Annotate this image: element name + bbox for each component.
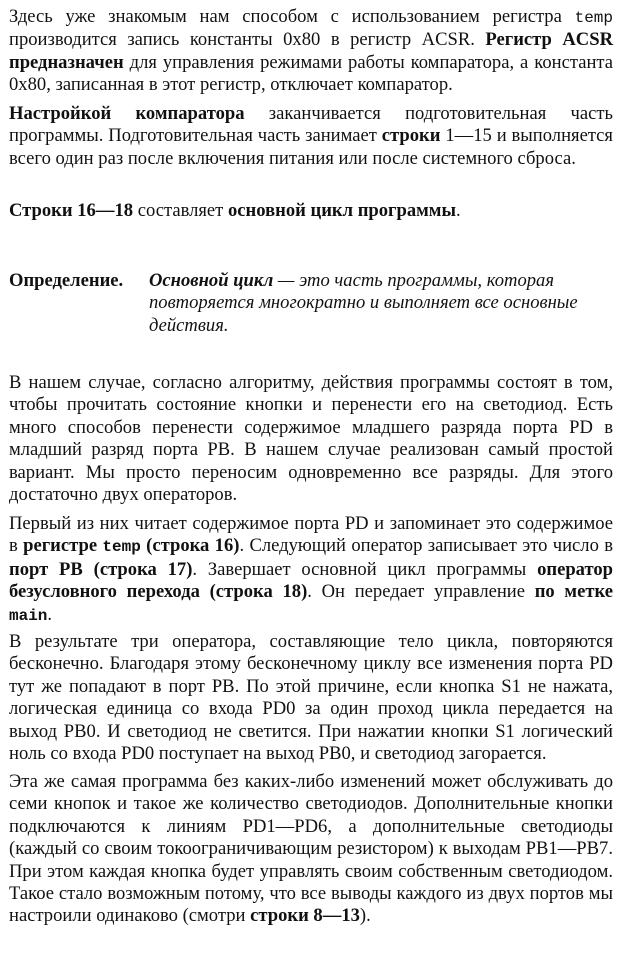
bold-text: по метке: [534, 581, 613, 603]
text: .: [455, 200, 461, 221]
paragraph-operators: [9, 513, 613, 627]
paragraph-comparator-setup: [9, 103, 613, 170]
definition-body: [149, 270, 613, 337]
definition-term: Основной цикл: [149, 270, 274, 291]
text: 1—15 и выполняется всего один раз после включения питания или после системного сброса.: [9, 125, 613, 169]
bold-text: основной цикл программы: [227, 200, 456, 221]
bold-text: Строки 16—18: [9, 200, 134, 221]
bold-text: строки: [381, 125, 441, 147]
bold-text: (строка 16): [140, 535, 240, 557]
text: производится запись константы 0x80 в регистр ACSR.: [9, 29, 486, 51]
paragraph-acsr: [9, 6, 613, 97]
text: . Завершает основной цикл программы: [192, 558, 538, 580]
paragraph-algorithm: [9, 372, 613, 506]
paragraph-extension: [9, 771, 613, 928]
bold-text: строки 8—13: [250, 905, 360, 927]
bold-text: Настройкой компаратора: [9, 103, 245, 124]
text: заканчивается подготовительная часть программы. Подготовительная часть занимает: [9, 103, 613, 147]
text: В результате три оператора, составляющие тело цикла, повторяются бесконечно. Благодаря этому бесконечному циклу все изменения порта PD тут же попадают в порт PB. По этой причине, если кнопка S1 не нажата, логическая единица со входа PD0 за один проход цикла передается на выход PB0. И светодиод не светится. При нажатии кнопки S1 логический ноль со входа PD0 поступает на выход PB0, и светодиод загорается.: [9, 631, 613, 765]
definition-text: — это часть программы, которая повторяется многократно и выполняет все основные действия.: [149, 270, 578, 336]
text: .: [47, 603, 53, 625]
bold-text: оператор безусловного перехода (строка 18): [9, 558, 614, 603]
text: . Следующий оператор записывает это число в: [239, 535, 613, 557]
text: ).: [359, 905, 371, 927]
text: . Он передает управление: [307, 581, 535, 603]
bold-text: порт PB (строка 17): [9, 558, 193, 580]
code-main: main: [9, 606, 48, 625]
text: для управления режимами работы компаратора, а константа 0x80, записанная в этот регистр, отключает компаратор.: [9, 51, 613, 96]
text: составляет: [133, 200, 228, 221]
bold-text: Регистр ACSR предназначен: [9, 29, 614, 73]
bold-text: регистре: [23, 535, 103, 557]
text: В нашем случае, согласно алгоритму, действия программы состоят в том, чтобы прочитать состояние кнопки и перенести его на светодиод. Есть много способов перенести содержимое младшего разряда порта PD в младший разряд порта PB. В нашем случае реализован самый простой вариант. Мы просто переносим одновременно все разряды. Для этого достаточно двух операторов.: [9, 372, 613, 506]
code-temp: temp: [574, 9, 613, 27]
code-temp: temp: [102, 538, 141, 557]
text: Первый из них читает содержимое порта PD и запоминает это содержимое в: [9, 513, 613, 557]
paragraph-main-loop: [9, 200, 613, 222]
text: Здесь уже знакомым нам способом с использованием регистра: [9, 6, 575, 27]
definition-label: Определение.: [9, 270, 124, 291]
text: Эта же самая программа без каких-либо изменений может обслуживать до семи кнопок и такое же количество светодиодов. Дополнительные кнопки подключаются к линиям PD1—PD6, а дополнительные светодиоды (каждый со своим токоограничивающим резистором) к выходам PB1—PB7. При этом каждая кнопка будет управлять своим собственным светодиодом. Такое стало возможным потому, что все выводы каждого из двух портов мы настроили одинаково (смотри: [9, 771, 613, 927]
paragraph-loop-result: [9, 631, 613, 765]
